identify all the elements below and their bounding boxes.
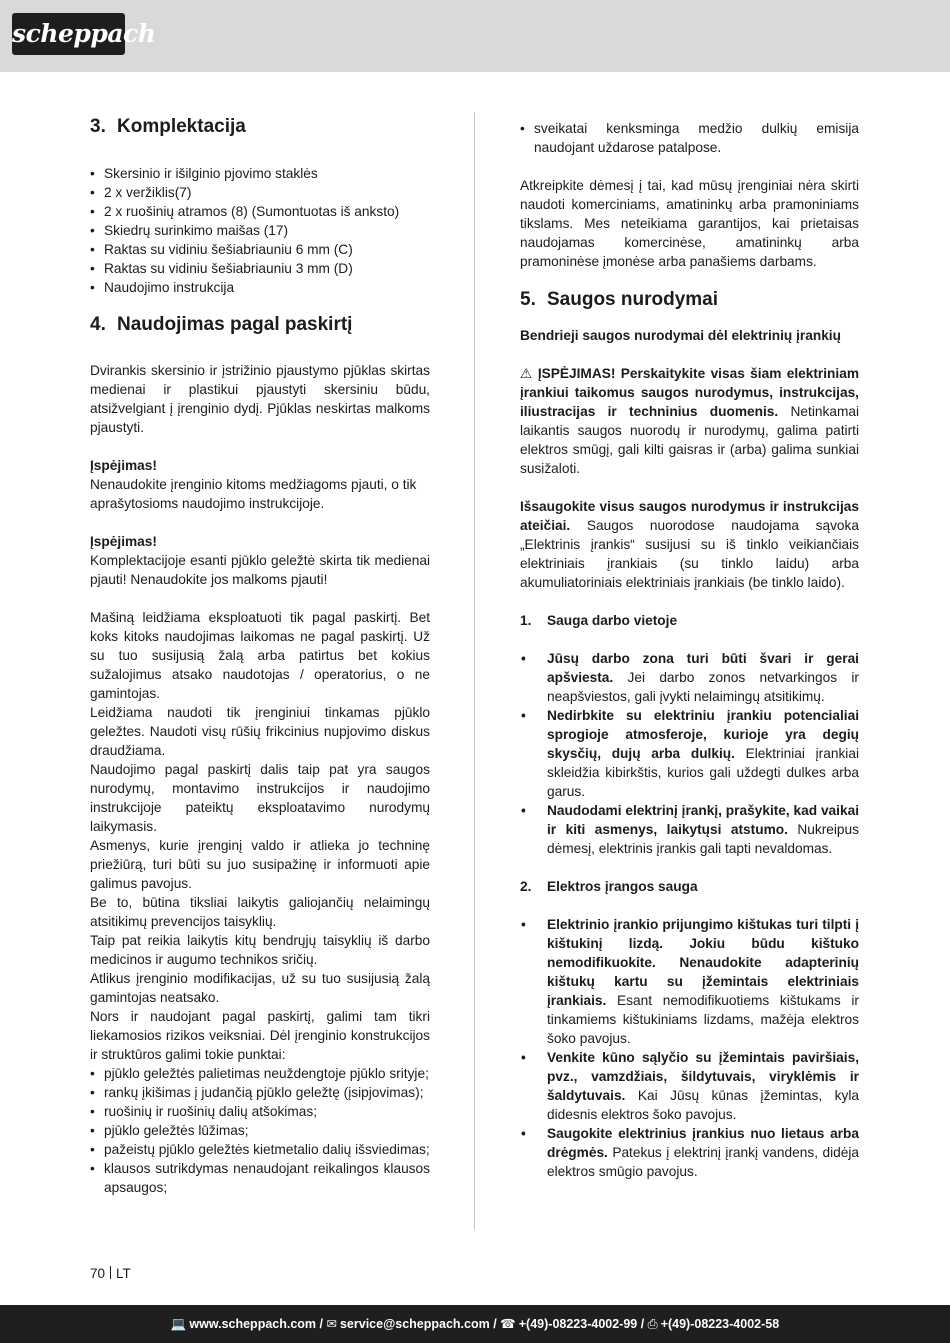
workplace-safety-list [520, 649, 859, 858]
residual-risks-list [90, 1064, 430, 1197]
subsection-1-heading: 1. Sauga darbo vietoje [520, 613, 678, 628]
list-item: • rankų įkišimas į judančią pjūklo geležtę (įsipjovimas); [90, 1083, 430, 1102]
section-3-heading: 3. Komplektacija [90, 116, 246, 137]
commercial-use-notice: Atkreipkite dėmesį į tai, kad mūsų įrenginiai nėra skirti naudoti komerciniams, amatininkų arba pramoniniams tikslams. Mes neteikiama garantijos, kai prietaisas naudojamas komercinėse, amatininkų arba pramoninėse įmonėse arba panašiems darbams. [520, 178, 859, 269]
intended-use-intro: Dvirankis skersinio ir įstrižinio pjaustymo pjūklas skirtas medienai ir plastikui pjaustyti skersiniu būdu, atsižvelgiant į įrenginio dydį. Pjūklas neskirtas malkoms pjaustyti. [90, 363, 430, 435]
keep-instructions-paragraph: Išsaugokite visus saugos nurodymus ir instrukcijas ateičiai. Saugos nuorodose naudojama sąvoka „Elektrinis įrankis“ susijusi su iš tinklo veikiančiais elektriniais įrankiais (su tinklo laidu) arba akumuliatoriniais elektriniais įrankiais (be tinklo laido). [520, 499, 859, 590]
section-5-heading: 5. Saugos nurodymai [520, 289, 719, 310]
paragraph: Atlikus įrenginio modifikacijas, už su tuo susijusią žalą gamintojas neatsako. [90, 971, 430, 1005]
list-item: • sveikatai kenksminga medžio dulkių emisija naudojant uždarose patalpose. [520, 119, 859, 157]
fax-icon: ⎙ [647, 1317, 658, 1331]
computer-icon: 💻 [170, 1317, 187, 1331]
page-number: 70 LT [90, 1266, 131, 1281]
list-item: • 2 x veržiklis(7) [90, 183, 430, 202]
warning-triangle-icon: ⚠ [520, 366, 534, 381]
phone-icon: ☎ [500, 1317, 516, 1331]
paragraph: Nors ir naudojant pagal paskirtį, galimi tam tikri liekamosios rizikos veiksniai. Dėl įrenginio konstrukcijos ir struktūros galimi tokie punktai: [90, 1009, 430, 1062]
phone-number: +(49)-08223-4002-99 / [518, 1317, 645, 1331]
fax-number: +(49)-08223-4002-58 [660, 1317, 780, 1331]
list-item: • Naudojimo instrukcija [90, 278, 430, 297]
column-divider [474, 112, 475, 1230]
list-item: • Raktas su vidiniu šešiabriauniu 3 mm (D) [90, 259, 430, 278]
website-link[interactable]: www.scheppach.com / [189, 1317, 323, 1331]
paragraph: Taip pat reikia laikytis kitų bendrųjų taisyklių iš darbo medicinos ir augumo technikos sričių. [90, 933, 430, 967]
paragraph: Naudojimo pagal paskirtį dalis taip pat yra saugos nurodymų, montavimo instrukcijos ir naudojimo instrukcijoje pateiktų eksploatavimo nurodymų laikymasis. [90, 762, 430, 834]
warning-2-title: Įspėjimas! [90, 534, 157, 549]
warning-1-title: Įspėjimas! [90, 458, 157, 473]
section-4-heading: 4. Naudojimas pagal paskirtį [90, 314, 353, 335]
email-link[interactable]: service@scheppach.com / [339, 1317, 497, 1331]
header-bar [0, 0, 950, 72]
list-item: • Skiedrų surinkimo maišas (17) [90, 221, 430, 240]
paragraph: Mašiną leidžiama eksploatuoti tik pagal paskirtį. Bet koks kitoks naudojimas laikomas ne pagal paskirtį. Už su tuo susijusią žalą arba patirtus bet kokius sužalojimus atsako naudotojas / operatorius, o ne gamintojas. [90, 610, 430, 701]
paragraph: Leidžiama naudoti tik įrenginiui tinkamas pjūklo geležtes. Naudoti visų rūšių frikcinius nupjovimo diskus draudžiama. [90, 705, 430, 758]
delivery-contents-list [90, 164, 430, 297]
list-item: • Raktas su vidiniu šešiabriauniu 6 mm (C) [90, 240, 430, 259]
list-item: • ruošinių ir ruošinių dalių atšokimas; [90, 1102, 430, 1121]
list-item: • pjūklo geležtės palietimas neuždengtoje pjūklo srityje; [90, 1064, 430, 1083]
list-item: • pažeistų pjūklo geležtės kietmetalio dalių išsviedimas; [90, 1140, 430, 1159]
residual-risks-continued [520, 119, 859, 157]
list-item: • Naudodami elektrinį įrankį, prašykite, kad vaikai ir kiti asmenys, laikytųsi atstumo. Nukreipus dėmesį, elektrinis įrankis gali tapti nevaldomas. [520, 801, 859, 858]
list-item: • Jūsų darbo zona turi būti švari ir gerai apšviesta. Jei darbo zonos netvarkingos ir neapšviestos, gali įvykti nelaimingų atsitikimų. [520, 649, 859, 706]
footer-bar [0, 1305, 950, 1343]
list-item: • pjūklo geležtės lūžimas; [90, 1121, 430, 1140]
electrical-safety-list [520, 915, 859, 1181]
subsection-2-heading: 2. Elektros įrangos sauga [520, 879, 698, 894]
left-column [90, 114, 430, 1197]
list-item: • Skersinio ir išilginio pjovimo staklės [90, 164, 430, 183]
warning-2-text: Komplektacijoje esanti pjūklo geležtė skirta tik medienai pjauti! Nenaudokite jos malkoms pjauti! [90, 553, 430, 587]
list-item: • klausos sutrikdymas nenaudojant reikalingos klausos apsaugos; [90, 1159, 430, 1197]
paragraph: Asmenys, kurie įrenginį valdo ir atlieka jo techninę priežiūrą, turi būti su juo susipažinę ir informuoti apie galimus pavojus. [90, 838, 430, 891]
paragraph: Be to, būtina tiksliai laikytis galiojančių nelaimingų atsitikimų prevencijos taisyklių. [90, 895, 430, 929]
warning-1-text: Nenaudokite įrenginio kitoms medžiagoms pjauti, o tik aprašytosioms naudojimo instrukcijoje. [90, 477, 417, 511]
list-item: • Saugokite elektrinius įrankius nuo lietaus arba drėgmės. Patekus į elektrinį įrankį vandens, didėja elektros smūgio pavojus. [520, 1124, 859, 1181]
list-item: • Nedirbkite su elektriniu įrankiu potencialiai sprogioje atmosferoje, kurioje yra degių skysčių, dujų arba dulkių. Elektriniai įrankiai skleidžia kibirkštis, kurios gali uždegti dulkes arba garus. [520, 706, 859, 801]
list-item: • 2 x ruošinių atramos (8) (Sumontuotas iš anksto) [90, 202, 430, 221]
mail-icon: ✉ [326, 1317, 337, 1331]
warning-paragraph: ⚠ ĮSPĖJIMAS! Perskaitykite visas šiam elektriniam įrankiui taikomus saugos nurodymus, instrukcijas, iliustracijas ir techninius duomenis. Netinkamai laikantis saugos nuorodų ir nurodymų, galima patirti elektros smūgį, gali kilti gaisras ir (arba) galima sunkiai susižaloti. [520, 366, 859, 476]
general-safety-heading: Bendrieji saugos nurodymai dėl elektrinių įrankių [520, 328, 841, 343]
scheppach-logo: scheppach [12, 13, 125, 55]
list-item: • Venkite kūno sąlyčio su įžemintais paviršiais, pvz., vamzdžiais, šildytuvais, viryklėmis ir šaldytuvais. Kai Jūsų kūnas įžemintas, kyla didesnis elektros šoko pavojus. [520, 1048, 859, 1124]
list-item: • Elektrinio įrankio prijungimo kištukas turi tilpti į kištukinį lizdą. Jokiu būdu kištuko nemodifikuokite. Nenaudokite adapterinių kištukų kartu su įžemintais elektriniais įrankiais. Esant nemodifikuotiems kištukams ir tinkamiems kištukiniams lizdams, mažėja elektros šoko pavojus. [520, 915, 859, 1048]
right-column [520, 119, 859, 1181]
